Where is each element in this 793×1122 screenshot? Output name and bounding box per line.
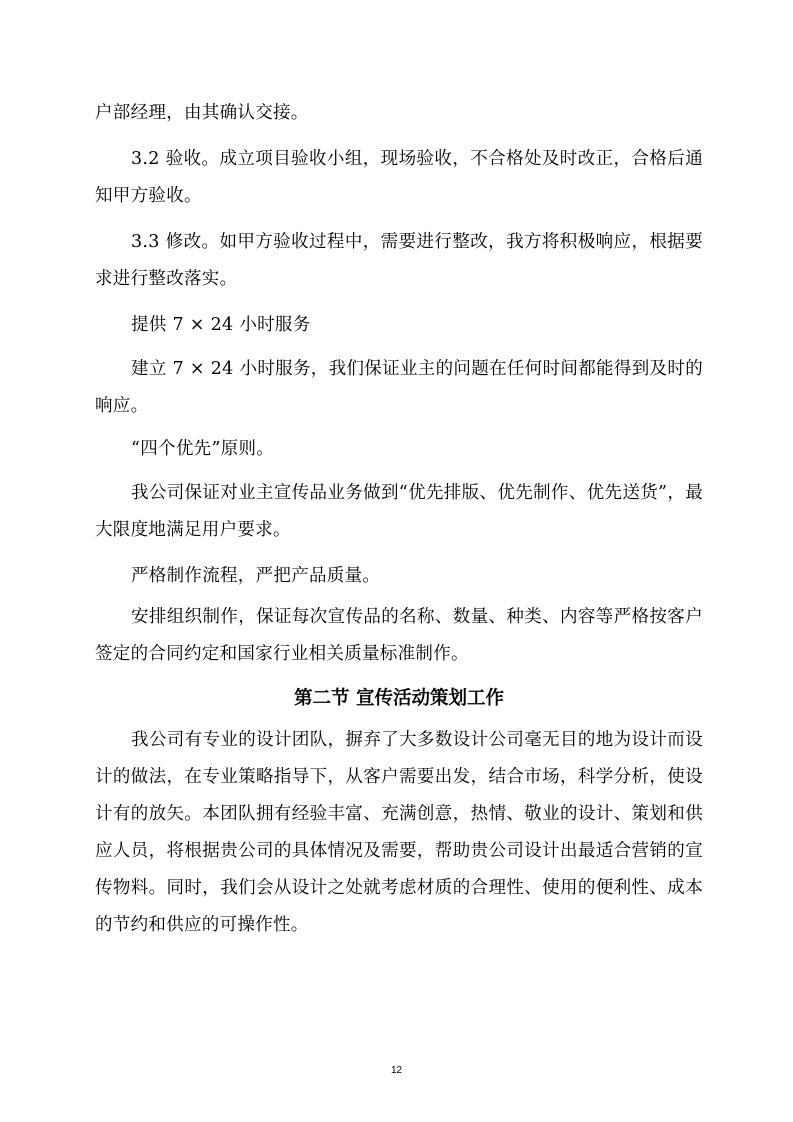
paragraph-four-priorities-title: “四个优先”原则。	[131, 439, 275, 459]
paragraph-quality-control: 严格制作流程，严把产品质量。	[131, 566, 381, 586]
paragraph-service-body: 建立 7 × 24 小时服务，我们保证业主的问题在任何时间都能得到及时的响应。	[95, 359, 703, 416]
paragraph-production: 安排组织制作，保证每次宣传品的名称、数量、种类、内容等严格按客户签定的合同约定和国家行业相关质量标准制作。	[95, 607, 703, 664]
section-heading: 第二节 宣传活动策划工作	[294, 688, 504, 709]
page-number: 12	[390, 1065, 403, 1076]
paragraph-handover: 户部经理，由其确认交接。	[95, 103, 309, 123]
paragraph-modification: 3.3 修改。如甲方验收过程中，需要进行整改，我方将积极响应，根据要求进行整改落实。	[95, 232, 703, 289]
paragraph-acceptance: 3.2 验收。成立项目验收小组，现场验收，不合格处及时改正，合格后通知甲方验收。	[95, 149, 703, 206]
paragraph-four-priorities-body: 我公司保证对业主宣传品业务做到“优先排版、优先制作、优先送货”，最大限度地满足用户要求。	[95, 483, 703, 540]
paragraph-service-title: 提供 7 × 24 小时服务	[131, 315, 311, 335]
paragraph-design-team: 我公司有专业的设计团队，摒弃了大多数设计公司毫无目的地为设计而设计的做法，在专业策略指导下，从客户需要出发，结合市场，科学分析，使设计有的放矢。本团队拥有经验丰富、充满创意，热情、敬业的设计、策划和供应人员，将根据贵公司的具体情况及需要，帮助贵公司设计出最适合营销的宣传物料。同时，我们会从设计之处就考虑材质的合理性、使用的便利性、成本的节约和供应的可操作性。	[95, 730, 703, 935]
